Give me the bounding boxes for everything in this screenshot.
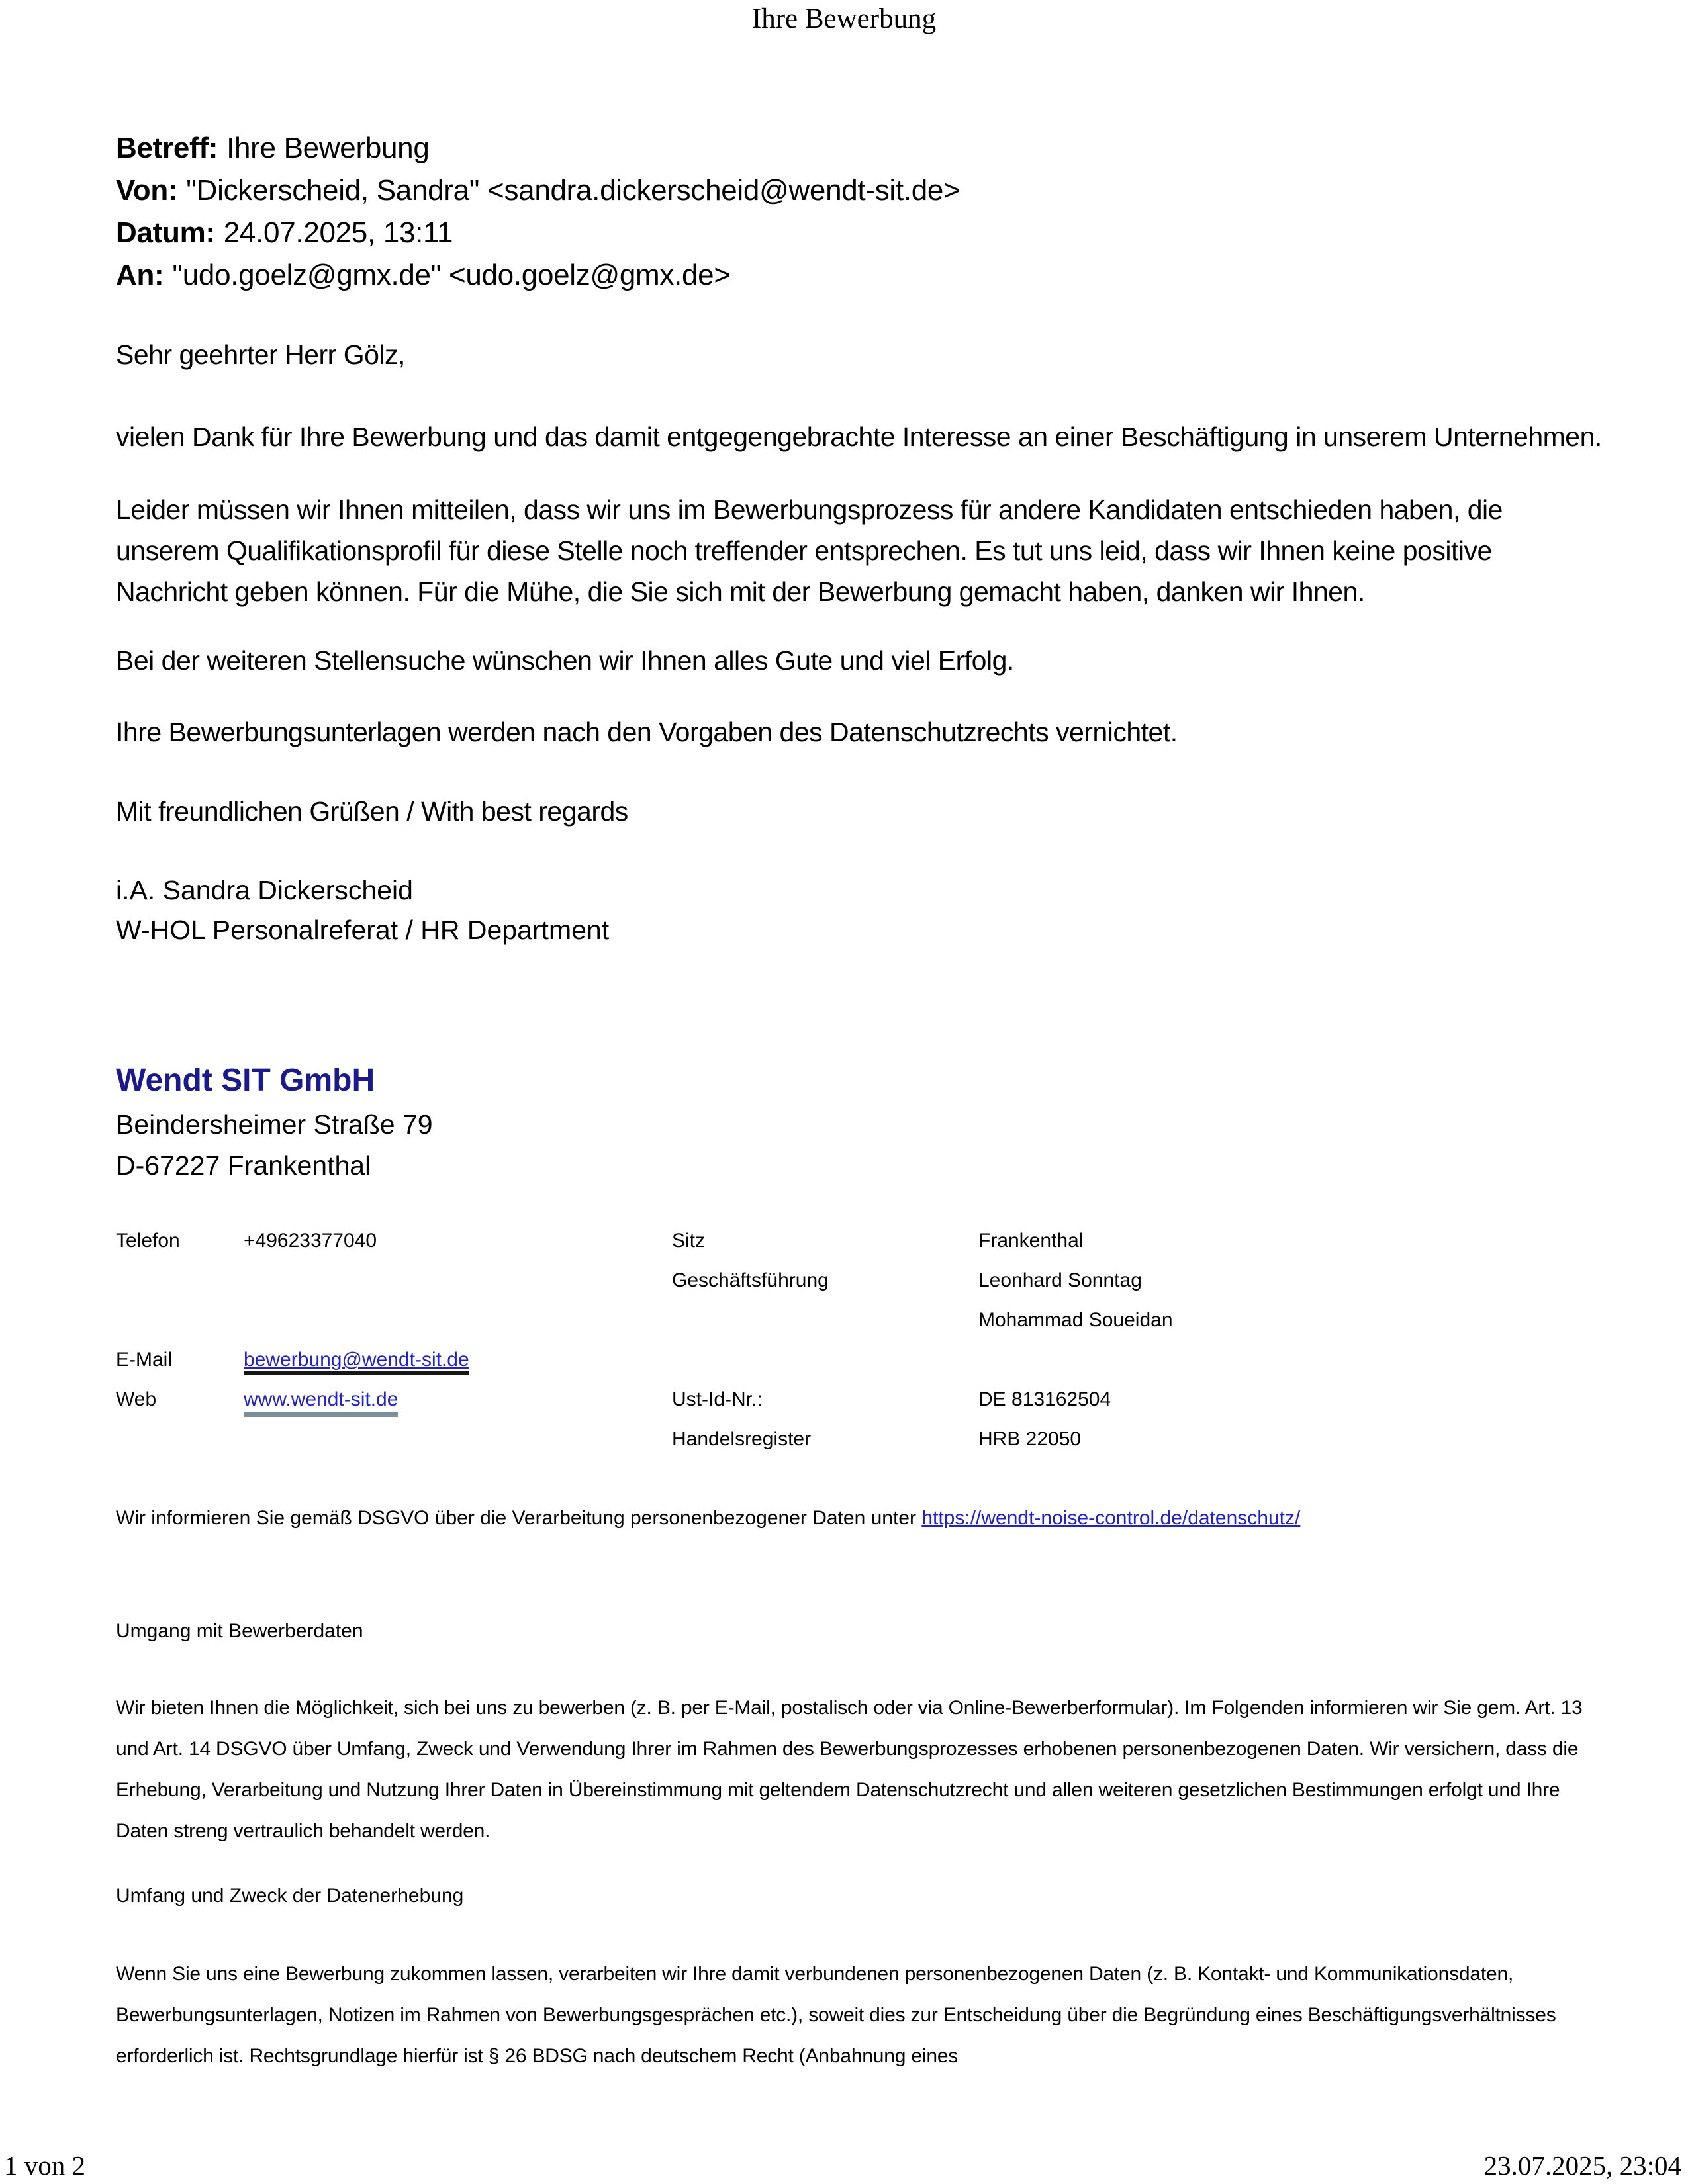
email-label: E-Mail xyxy=(116,1349,173,1371)
geschaeftsfuehrung-value-1: Leonhard Sonntag xyxy=(978,1269,1142,1291)
greeting: Sehr geehrter Herr Gölz, xyxy=(116,340,405,370)
ustid-value: DE 813162504 xyxy=(978,1388,1111,1410)
web-label: Web xyxy=(116,1388,157,1410)
dsgvo-notice xyxy=(116,1504,1609,1533)
web-link-cell xyxy=(244,1388,672,1411)
email-link[interactable]: bewerbung@wendt-sit.de xyxy=(244,1349,469,1375)
subject-label: Betreff: xyxy=(116,132,218,164)
date-value: 24.07.2025, 13:11 xyxy=(223,216,453,249)
website-link[interactable]: www.wendt-sit.de xyxy=(244,1388,398,1417)
subject-value: Ihre Bewerbung xyxy=(226,132,430,164)
date-label: Datum: xyxy=(116,216,215,249)
company-city: D-67227 Frankenthal xyxy=(116,1150,371,1181)
from-value: "Dickerscheid, Sandra" <sandra.dickerscheid@wendt-sit.de> xyxy=(186,174,961,206)
dsgvo-text: Wir informieren Sie gemäß DSGVO über die Verarbeitung personenbezogener Daten unter xyxy=(116,1507,922,1529)
telefon-label: Telefon xyxy=(116,1230,180,1251)
paragraph-data-destruction: Ihre Bewerbungsunterlagen werden nach den Vorgaben des Datenschutzrechts vernichtet. xyxy=(116,717,1178,747)
paragraph-good-luck: Bei der weiteren Stellensuche wünschen wir Ihnen alles Gute und viel Erfolg. xyxy=(116,645,1014,676)
contact-table xyxy=(116,1221,1648,1459)
print-footer-timestamp: 23.07.2025, 23:04 xyxy=(1483,2150,1681,2181)
signature-name: i.A. Sandra Dickerscheid xyxy=(116,875,413,905)
sitz-label: Sitz xyxy=(672,1230,706,1251)
privacy-paragraph-1: Wir bieten Ihnen die Möglichkeit, sich bei uns zu bewerben (z. B. per E-Mail, postalisch oder via Online-Bewerberformular). Im Folgenden informieren wir Sie gem. Art. 13 und Art. 14 DSGVO über Umfang, Zweck und Verwendung Ihrer im Rahmen des Bewerbungsprozesses erhobenen personenbezogenen Daten. Wir versichern, dass die Erhebung, Verarbeitung und Nutzung Ihrer Daten in Übereinstimmung mit geltendem Datenschutzrecht und allen weiteren gesetzlichen Bestimmungen erfolgt und Ihre Daten streng vertraulich behandelt werden. xyxy=(116,1697,1583,1842)
to-value: "udo.goelz@gmx.de" <udo.goelz@gmx.de> xyxy=(172,259,731,291)
company-block xyxy=(116,1058,433,1186)
email-link-cell xyxy=(244,1349,672,1371)
telefon-value: +49623377040 xyxy=(244,1230,377,1251)
company-street: Beindersheimer Straße 79 xyxy=(116,1109,433,1140)
email-header-to-line xyxy=(116,254,1609,296)
datenschutz-link[interactable]: https://wendt-noise-control.de/datenschutz/ xyxy=(921,1507,1301,1529)
email-header-subject-line xyxy=(116,127,1609,169)
sitz-value: Frankenthal xyxy=(978,1230,1084,1251)
heading-umgang-mit-bewerberdaten: Umgang mit Bewerberdaten xyxy=(116,1620,363,1642)
heading-umfang-und-zweck: Umfang und Zweck der Datenerhebung xyxy=(116,1885,464,1907)
handelsregister-value: HRB 22050 xyxy=(978,1428,1082,1450)
signature-department: W-HOL Personalreferat / HR Department xyxy=(116,915,610,945)
geschaeftsfuehrung-value-2: Mohammad Soueidan xyxy=(978,1309,1173,1331)
from-label: Von: xyxy=(116,174,178,206)
ustid-label: Ust-Id-Nr.: xyxy=(672,1388,763,1410)
email-header xyxy=(116,127,1609,296)
email-header-date-line xyxy=(116,212,1609,254)
paragraph-rejection: Leider müssen wir Ihnen mitteilen, dass wir uns im Bewerbungsprozess für andere Kandidaten entschieden haben, die unserem Qualifikationsprofil für diese Stelle noch treffender entsprechen. Es tut uns leid, dass wir Ihnen keine positive Nachricht geben können. Für die Mühe, die Sie sich mit der Bewerbung gemacht haben, danken wir Ihnen. xyxy=(116,494,1503,607)
email-body xyxy=(116,334,1605,950)
paragraph-thanks: vielen Dank für Ihre Bewerbung und das damit entgegengebrachte Interesse an einer Beschäftigung in unserem Unternehmen. xyxy=(116,422,1602,452)
privacy-paragraph-2: Wenn Sie uns eine Bewerbung zukommen lassen, verarbeiten wir Ihre damit verbundenen personenbezogenen Daten (z. B. Kontakt- und Kommunikationsdaten, Bewerbungsunterlagen, Notizen im Rahmen von Bewerbungsgesprächen etc.), soweit dies zur Entscheidung über die Begründung eines Beschäftigungsverhältnisses erforderlich ist. Rechtsgrundlage hierfür ist § 26 BDSG nach deutschem Recht (Anbahnung eines xyxy=(116,1963,1556,2067)
to-label: An: xyxy=(116,259,164,291)
handelsregister-label: Handelsregister xyxy=(672,1428,812,1450)
closing: Mit freundlichen Grüßen / With best regards xyxy=(116,796,628,827)
print-footer-page-number: 1 von 2 xyxy=(4,2150,85,2181)
print-header-title: Ihre Bewerbung xyxy=(751,3,937,34)
email-header-from-line xyxy=(116,169,1609,212)
company-name: Wendt SIT GmbH xyxy=(116,1063,375,1098)
geschaeftsfuehrung-label: Geschäftsführung xyxy=(672,1269,829,1291)
